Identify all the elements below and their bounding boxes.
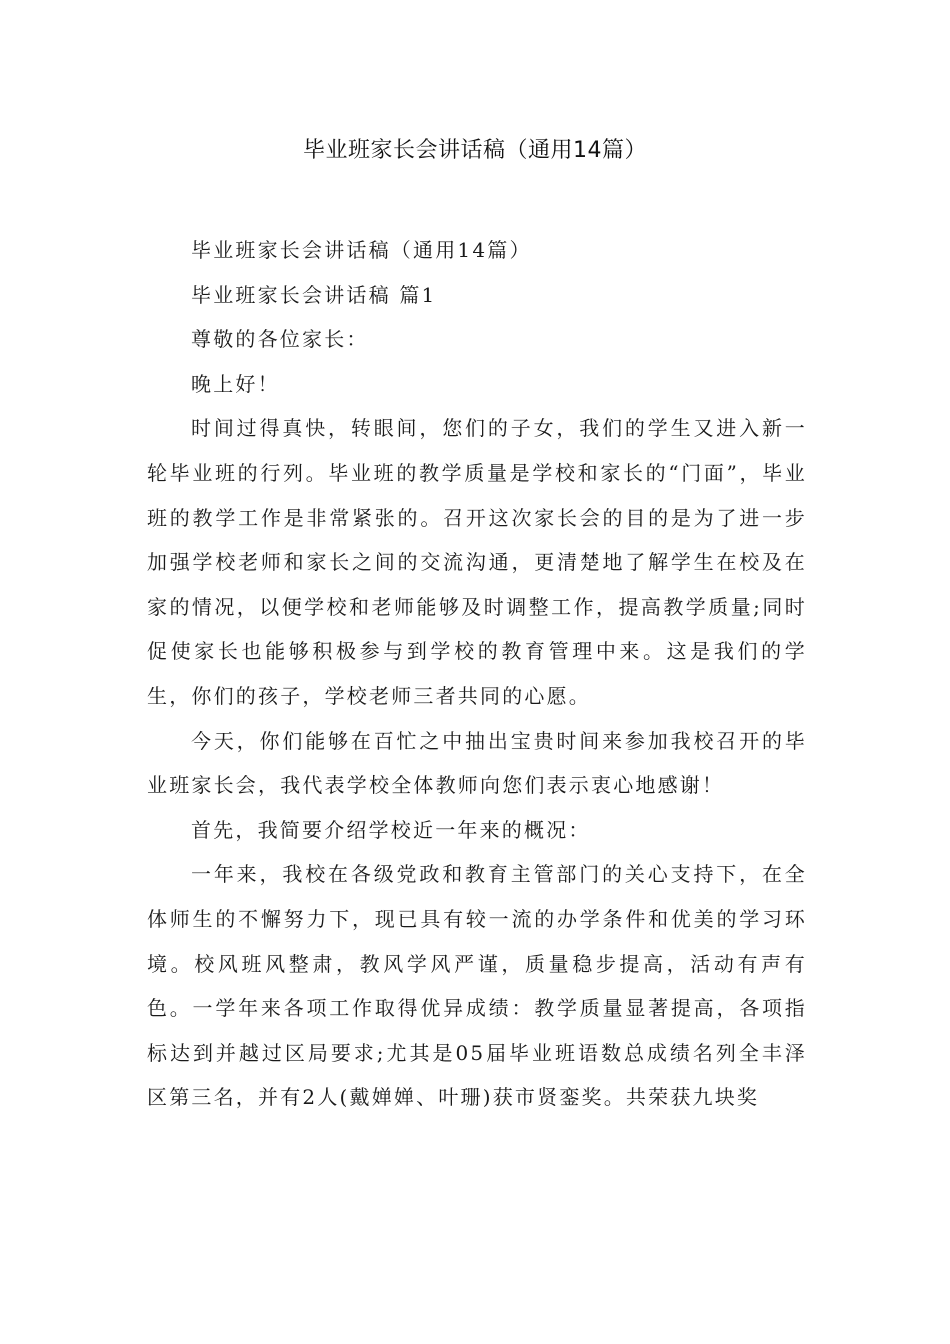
document-title: 毕业班家长会讲话稿（通用14篇） — [303, 138, 647, 163]
paragraph-section-heading: 毕业班家长会讲话稿 篇1 — [191, 282, 437, 307]
paragraph-intro: 时间过得真快，转眼间，您们的子女，我们的学生又进入新一轮毕业班的行列。毕业班的教学质量是学校和家长的“门面”，毕业班的教学工作是非常紧张的。召开这次家长会的目的是为了进一步加强学校老师和家长之间的交流沟通，更清楚地了解学生在校及在家的情况，以便学校和老师能够及时调整工作，提高教学质量;同时促使家长也能够积极参与到学校的教育管理中来。这是我们的学生，你们的孩子，学校老师三者共同的心愿。 — [147, 416, 807, 708]
paragraph-overview-lead: 首先，我简要介绍学校近一年来的概况： — [191, 817, 591, 842]
paragraph-greeting: 晚上好！ — [191, 371, 280, 396]
paragraph-salutation: 尊敬的各位家长： — [191, 327, 369, 352]
paragraph-overview: 一年来，我校在各级党政和教育主管部门的关心支持下，在全体师生的不懈努力下，现已具有较一流的办学条件和优美的学习环境。校风班风整肃，教风学风严谨，质量稳步提高，活动有声有色。一学年来各项工作取得优异成绩：教学质量显著提高，各项指标达到并越过区局要求;尤其是05届毕业班语数总成绩名列全丰泽区第三名，并有2人(戴婵婵、叶珊)获市贤銮奖。共荣获九块奖 — [147, 862, 807, 1110]
paragraph-subtitle: 毕业班家长会讲话稿（通用14篇） — [191, 238, 532, 262]
document-body — [147, 228, 807, 1120]
paragraph-thanks: 今天，你们能够在百忙之中抽出宝贵时间来参加我校召开的毕业班家长会，我代表学校全体教师向您们表示衷心地感谢！ — [147, 728, 807, 798]
